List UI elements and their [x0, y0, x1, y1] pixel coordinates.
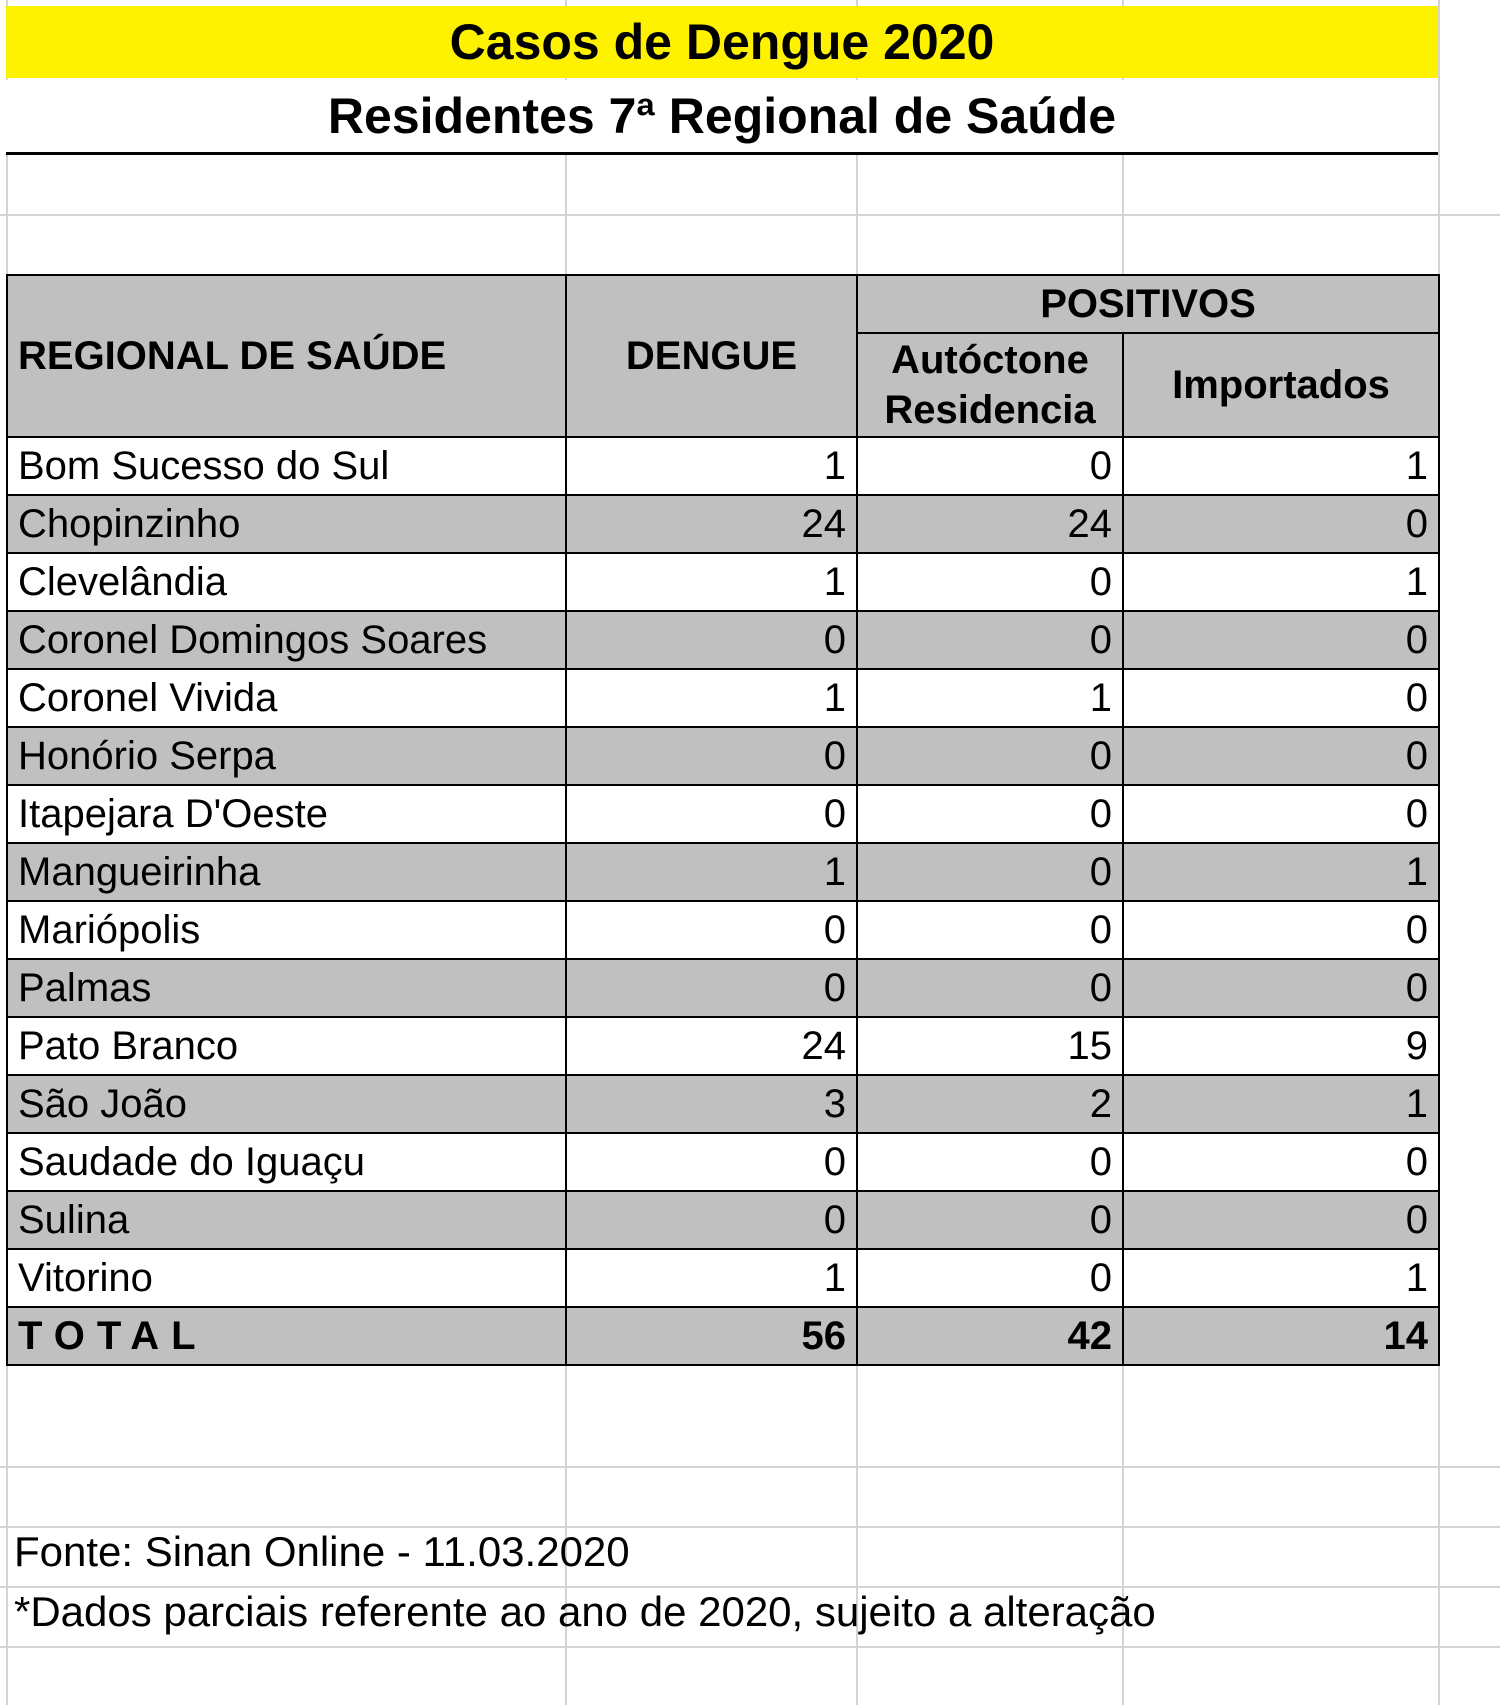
cell-autoctone[interactable]: 2	[857, 1075, 1123, 1133]
cell-autoctone[interactable]: 0	[857, 1133, 1123, 1191]
cell-autoctone[interactable]: 24	[857, 495, 1123, 553]
cell-dengue[interactable]: 3	[566, 1075, 857, 1133]
cell-municipality[interactable]: Itapejara D'Oeste	[7, 785, 566, 843]
cell-autoctone[interactable]: 0	[857, 437, 1123, 495]
table-row	[7, 1133, 1439, 1191]
cell-municipality[interactable]: Mangueirinha	[7, 843, 566, 901]
table-row	[7, 1191, 1439, 1249]
cell-importados[interactable]: 0	[1123, 495, 1439, 553]
cell-importados[interactable]: 0	[1123, 959, 1439, 1017]
cell-municipality[interactable]: Mariópolis	[7, 901, 566, 959]
cell-importados[interactable]: 0	[1123, 1191, 1439, 1249]
table-row	[7, 843, 1439, 901]
total-dengue[interactable]: 56	[566, 1307, 857, 1365]
table-row	[7, 495, 1439, 553]
table-row	[7, 669, 1439, 727]
table-row	[7, 553, 1439, 611]
cell-dengue[interactable]: 0	[566, 611, 857, 669]
grid-line	[0, 214, 1500, 216]
table-row	[7, 901, 1439, 959]
sheet-title[interactable]: Casos de Dengue 2020	[6, 6, 1438, 78]
cell-importados[interactable]: 0	[1123, 785, 1439, 843]
cell-autoctone[interactable]: 0	[857, 1249, 1123, 1307]
cell-importados[interactable]: 1	[1123, 843, 1439, 901]
header-positivos[interactable]: POSITIVOS	[857, 275, 1439, 333]
cell-autoctone[interactable]: 0	[857, 785, 1123, 843]
cell-dengue[interactable]: 0	[566, 959, 857, 1017]
cell-importados[interactable]: 9	[1123, 1017, 1439, 1075]
total-importados[interactable]: 14	[1123, 1307, 1439, 1365]
title-divider	[6, 152, 1438, 155]
header-autoctone[interactable]	[857, 333, 1123, 437]
cell-municipality[interactable]: Clevelândia	[7, 553, 566, 611]
header-regional[interactable]: REGIONAL DE SAÚDE	[7, 275, 566, 437]
cell-dengue[interactable]: 1	[566, 437, 857, 495]
cell-municipality[interactable]: Honório Serpa	[7, 727, 566, 785]
table-row	[7, 727, 1439, 785]
cell-municipality[interactable]: Bom Sucesso do Sul	[7, 437, 566, 495]
cell-municipality[interactable]: Pato Branco	[7, 1017, 566, 1075]
cell-municipality[interactable]: Palmas	[7, 959, 566, 1017]
cell-importados[interactable]: 0	[1123, 1133, 1439, 1191]
cell-importados[interactable]: 0	[1123, 901, 1439, 959]
grid-line	[0, 1646, 1500, 1648]
cell-municipality[interactable]: São João	[7, 1075, 566, 1133]
cell-municipality[interactable]: Sulina	[7, 1191, 566, 1249]
cell-municipality[interactable]: Coronel Domingos Soares	[7, 611, 566, 669]
cell-dengue[interactable]: 24	[566, 495, 857, 553]
disclaimer-note[interactable]: *Dados parciais referente ao ano de 2020, sujeito a alteração	[14, 1588, 1156, 1635]
table-row	[7, 611, 1439, 669]
cell-importados[interactable]: 1	[1123, 553, 1439, 611]
cell-autoctone[interactable]: 0	[857, 959, 1123, 1017]
cell-dengue[interactable]: 0	[566, 785, 857, 843]
total-label[interactable]: TOTAL	[7, 1307, 566, 1365]
cell-importados[interactable]: 0	[1123, 669, 1439, 727]
cell-dengue[interactable]: 1	[566, 553, 857, 611]
total-row	[7, 1307, 1439, 1365]
cell-importados[interactable]: 1	[1123, 437, 1439, 495]
cell-dengue[interactable]: 0	[566, 901, 857, 959]
sheet-subtitle[interactable]: Residentes 7ª Regional de Saúde	[6, 80, 1438, 152]
cell-importados[interactable]: 1	[1123, 1075, 1439, 1133]
cell-municipality[interactable]: Coronel Vivida	[7, 669, 566, 727]
header-importados[interactable]: Importados	[1123, 333, 1439, 437]
header-dengue[interactable]: DENGUE	[566, 275, 857, 437]
cell-municipality[interactable]: Saudade do Iguaçu	[7, 1133, 566, 1191]
cell-dengue[interactable]: 0	[566, 1191, 857, 1249]
table-row	[7, 437, 1439, 495]
cell-autoctone[interactable]: 0	[857, 553, 1123, 611]
cell-autoctone[interactable]: 1	[857, 669, 1123, 727]
cell-autoctone[interactable]: 0	[857, 1191, 1123, 1249]
table-row	[7, 959, 1439, 1017]
cell-dengue[interactable]: 1	[566, 843, 857, 901]
cell-dengue[interactable]: 24	[566, 1017, 857, 1075]
table-row	[7, 1249, 1439, 1307]
source-note[interactable]: Fonte: Sinan Online - 11.03.2020	[14, 1528, 630, 1575]
total-autoctone[interactable]: 42	[857, 1307, 1123, 1365]
cell-dengue[interactable]: 0	[566, 1133, 857, 1191]
cell-importados[interactable]: 0	[1123, 727, 1439, 785]
cell-dengue[interactable]: 1	[566, 669, 857, 727]
cell-importados[interactable]: 0	[1123, 611, 1439, 669]
dengue-table	[6, 274, 1440, 1366]
cell-autoctone[interactable]: 0	[857, 611, 1123, 669]
table-row	[7, 1017, 1439, 1075]
cell-dengue[interactable]: 1	[566, 1249, 857, 1307]
cell-autoctone[interactable]: 0	[857, 901, 1123, 959]
header-autoctone-line2: Residencia	[884, 388, 1096, 432]
cell-municipality[interactable]: Vitorino	[7, 1249, 566, 1307]
table-row	[7, 1075, 1439, 1133]
cell-importados[interactable]: 1	[1123, 1249, 1439, 1307]
table-row	[7, 785, 1439, 843]
cell-municipality[interactable]: Chopinzinho	[7, 495, 566, 553]
cell-dengue[interactable]: 0	[566, 727, 857, 785]
cell-autoctone[interactable]: 0	[857, 843, 1123, 901]
cell-autoctone[interactable]: 0	[857, 727, 1123, 785]
header-autoctone-line1: Autóctone	[891, 338, 1089, 382]
cell-autoctone[interactable]: 15	[857, 1017, 1123, 1075]
grid-line	[0, 1466, 1500, 1468]
